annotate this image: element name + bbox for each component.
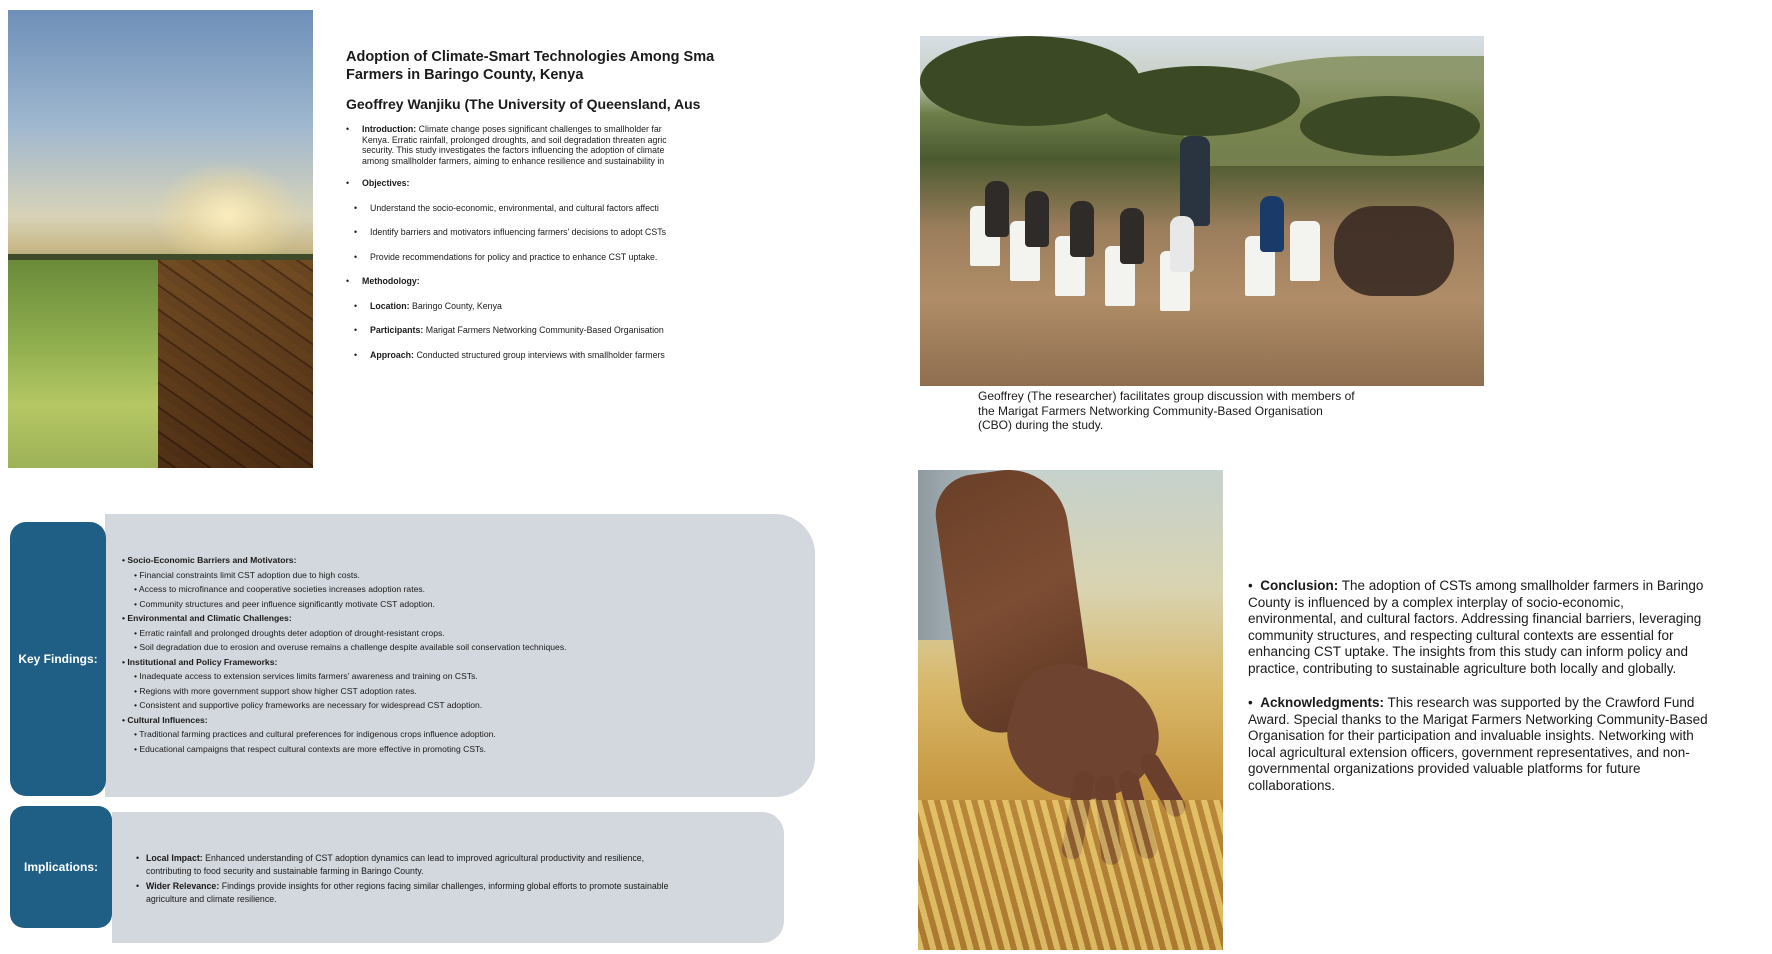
author-line: Geoffrey Wanjiku (The University of Queensland, Aus: [346, 96, 701, 112]
finding-item: • Inadequate access to extension services limits farmers' awareness and training on CSTs.: [122, 669, 802, 684]
implication-item: • Wider Relevance: Findings provide insights for other regions facing similar challenges, informing global efforts to promote sustainable agriculture and climate resilience.: [136, 880, 776, 905]
conclusion-section: [1248, 578, 1768, 812]
poster-title: Adoption of Climate-Smart Technologies Among Sma Farmers in Baringo County, Kenya: [346, 49, 715, 83]
finding-heading: • Institutional and Policy Frameworks:: [122, 655, 802, 670]
intro-section: [346, 48, 734, 408]
conclusion-paragraph: • Conclusion: The adoption of CSTs among smallholder farmers in Baringo County is influenced by a complex interplay of socio-economic, environmental, and cultural factors. Addressing financial barriers, leveraging community structures, and respecting cultural contexts are essential for enhancing CST uptake. The insights from this study can inform policy and practice, contributing to sustainable agriculture both locally and globally.: [1248, 578, 1704, 676]
finding-item: • Traditional farming practices and cultural preferences for indigenous crops influence adoption.: [122, 727, 802, 742]
methodology-heading: • Methodology:: [346, 276, 734, 287]
finding-item: • Educational campaigns that respect cultural contexts are more effective in promoting CSTs.: [122, 742, 802, 757]
landscape-drought-image: [8, 10, 313, 468]
finding-item: • Regions with more government support show higher CST adoption rates.: [122, 684, 802, 699]
objective-item: • Identify barriers and motivators influencing farmers' decisions to adopt CSTs: [346, 227, 734, 238]
photo-caption: Geoffrey (The researcher) facilitates group discussion with members of the Marigat Farmers Networking Community-Based Organisation (CBO) during the study.: [978, 389, 1355, 432]
methodology-item: • Participants: Marigat Farmers Networking Community-Based Organisation: [346, 325, 734, 336]
group-discussion-photo: [920, 36, 1484, 386]
implications-tab: Implications:: [10, 806, 112, 928]
finding-item: • Community structures and peer influence significantly motivate CST adoption.: [122, 597, 802, 612]
implications-list: [136, 852, 776, 908]
finding-item: • Soil degradation due to erosion and overuse remains a challenge despite available soil conservation techniques.: [122, 640, 802, 655]
key-findings-list: [122, 553, 802, 756]
hand-wheat-image: [918, 470, 1223, 950]
implication-item: • Local Impact: Enhanced understanding of CST adoption dynamics can lead to improved agricultural productivity and resilience, contributing to food security and sustainable farming in Baringo County.: [136, 852, 776, 877]
objectives-heading: • Objectives:: [346, 178, 734, 189]
finding-heading: • Cultural Influences:: [122, 713, 802, 728]
finding-heading: • Socio-Economic Barriers and Motivators:: [122, 553, 802, 568]
acknowledgments-paragraph: • Acknowledgments: This research was supported by the Crawford Fund Award. Special thanks to the Marigat Farmers Networking Community-Based Organisation for their participation and invaluable insights. Networking with local agricultural extension officers, government representatives, and non- governmental organizations provided valuable platforms for future collaborations.: [1248, 695, 1708, 793]
key-findings-tab: Key Findings:: [10, 522, 106, 796]
finding-item: • Erratic rainfall and prolonged droughts deter adoption of drought-resistant crops.: [122, 626, 802, 641]
introduction-item: • Introduction: Climate change poses significant challenges to smallholder far Kenya. Erratic rainfall, prolonged droughts, and soil degradation threaten agric security. This study investigates the factors influencing the adoption of climate among smallholder farmers, aiming to enhance resilience and sustainability in: [346, 124, 734, 166]
finding-item: • Financial constraints limit CST adoption due to high costs.: [122, 568, 802, 583]
methodology-item: • Location: Baringo County, Kenya: [346, 301, 734, 312]
finding-item: • Access to microfinance and cooperative societies increases adoption rates.: [122, 582, 802, 597]
methodology-item: • Approach: Conducted structured group interviews with smallholder farmers: [346, 350, 734, 361]
objective-item: • Understand the socio-economic, environmental, and cultural factors affecti: [346, 203, 734, 214]
finding-item: • Consistent and supportive policy frameworks are necessary for widespread CST adoption.: [122, 698, 802, 713]
finding-heading: • Environmental and Climatic Challenges:: [122, 611, 802, 626]
objective-item: • Provide recommendations for policy and practice to enhance CST uptake.: [346, 252, 734, 263]
